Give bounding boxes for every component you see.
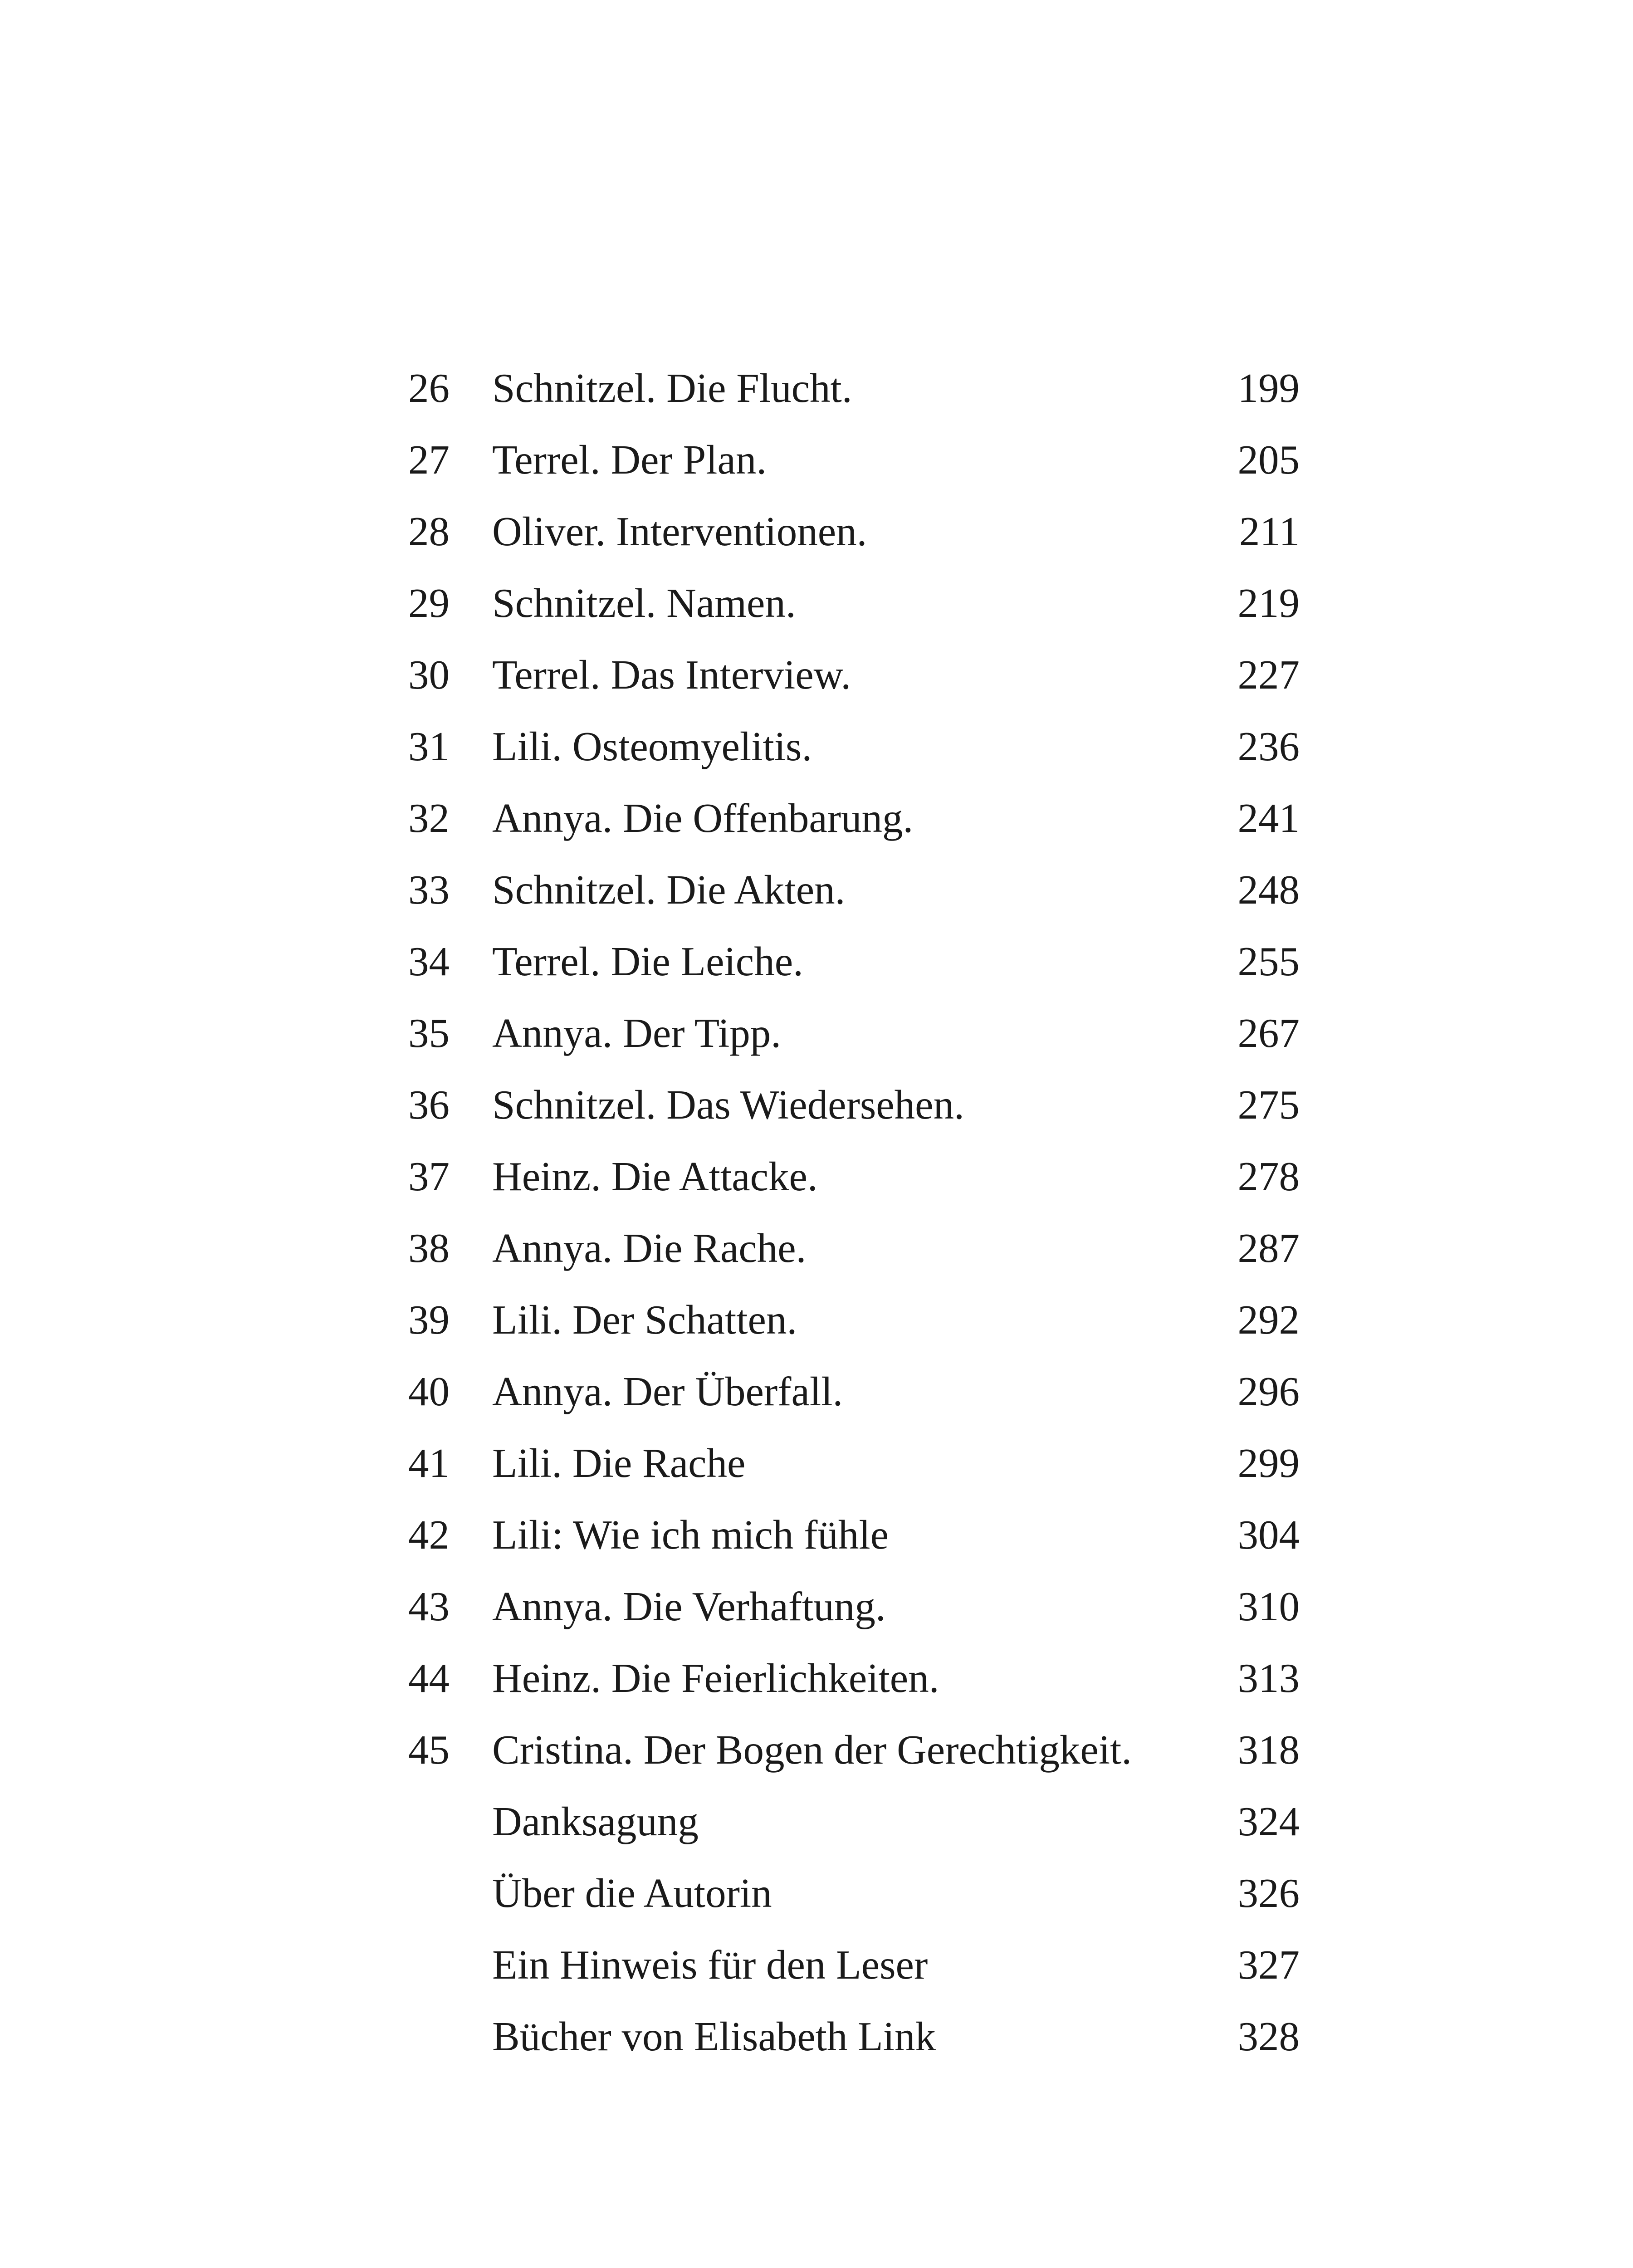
page-number: 248	[1237, 867, 1300, 913]
toc-entry	[408, 711, 1300, 782]
toc-entry	[408, 1642, 1300, 1714]
toc-entry	[408, 424, 1300, 496]
chapter-title: Terrel. Der Plan.	[492, 437, 767, 483]
chapter-title: Annya. Die Verhaftung.	[492, 1584, 886, 1629]
page-number: 292	[1237, 1297, 1300, 1343]
chapter-title: Annya. Der Tipp.	[492, 1010, 782, 1056]
chapter-number: 32	[408, 795, 450, 841]
chapter-number: 27	[408, 437, 450, 483]
toc-entry	[408, 1212, 1300, 1284]
toc-entry	[408, 1714, 1300, 1786]
page-number: 318	[1237, 1727, 1300, 1773]
chapter-number: 33	[408, 867, 450, 913]
chapter-number: 30	[408, 652, 450, 698]
chapter-title: Über die Autorin	[492, 1870, 772, 1916]
page-number: 324	[1237, 1799, 1300, 1844]
chapter-title: Annya. Der Überfall.	[492, 1369, 843, 1414]
chapter-number: 42	[408, 1512, 450, 1558]
toc-entry	[408, 854, 1300, 926]
page-number: 219	[1237, 580, 1300, 626]
chapter-title: Schnitzel. Die Flucht.	[492, 365, 852, 411]
toc-entry	[408, 496, 1300, 567]
toc-entry	[408, 1356, 1300, 1427]
toc-entry	[408, 1284, 1300, 1356]
chapter-number: 37	[408, 1154, 450, 1199]
chapter-number: 40	[408, 1369, 450, 1414]
page-number: 296	[1237, 1369, 1300, 1414]
chapter-number: 26	[408, 365, 450, 411]
chapter-title: Schnitzel. Namen.	[492, 580, 796, 626]
chapter-number: 34	[408, 938, 450, 984]
page-number: 313	[1237, 1655, 1300, 1701]
page-number: 275	[1237, 1082, 1300, 1128]
chapter-title: Heinz. Die Attacke.	[492, 1154, 818, 1199]
page-number: 211	[1239, 508, 1300, 554]
toc-entry	[408, 567, 1300, 639]
page-number: 304	[1237, 1512, 1300, 1558]
chapter-number: 29	[408, 580, 450, 626]
page-number: 199	[1237, 365, 1300, 411]
toc-entry	[408, 1427, 1300, 1499]
chapter-number: 45	[408, 1727, 450, 1773]
chapter-title: Lili: Wie ich mich fühle	[492, 1512, 889, 1558]
chapter-number: 35	[408, 1010, 450, 1056]
toc-entry	[408, 1499, 1300, 1571]
toc-entry	[408, 1857, 1300, 1929]
toc-entry	[408, 1929, 1300, 2001]
toc-entry	[408, 926, 1300, 997]
toc-entry	[408, 352, 1300, 424]
page-number: 205	[1237, 437, 1300, 483]
chapter-title: Lili. Osteomyelitis.	[492, 723, 812, 769]
page-number: 241	[1237, 795, 1300, 841]
chapter-number: 41	[408, 1440, 450, 1486]
chapter-title: Ein Hinweis für den Leser	[492, 1942, 928, 1988]
chapter-title: Bücher von Elisabeth Link	[492, 2014, 936, 2059]
page-number: 326	[1237, 1870, 1300, 1916]
chapter-number: 31	[408, 723, 450, 769]
chapter-title: Lili. Die Rache	[492, 1440, 746, 1486]
toc-entry	[408, 1571, 1300, 1642]
chapter-number: 36	[408, 1082, 450, 1128]
chapter-title: Schnitzel. Die Akten.	[492, 867, 846, 913]
page-number: 255	[1237, 938, 1300, 984]
page-number: 299	[1237, 1440, 1300, 1486]
toc-entry	[408, 782, 1300, 854]
chapter-title: Annya. Die Rache.	[492, 1225, 807, 1271]
chapter-number: 39	[408, 1297, 450, 1343]
chapter-title: Annya. Die Offenbarung.	[492, 795, 914, 841]
page-number: 287	[1237, 1225, 1300, 1271]
page-number: 278	[1237, 1154, 1300, 1199]
toc-entry	[408, 1069, 1300, 1141]
toc-entry	[408, 639, 1300, 711]
toc-entry	[408, 1141, 1300, 1212]
toc-entry	[408, 1786, 1300, 1857]
chapter-title: Lili. Der Schatten.	[492, 1297, 797, 1343]
chapter-title: Terrel. Die Leiche.	[492, 938, 803, 984]
toc-entry	[408, 2001, 1300, 2072]
chapter-title: Terrel. Das Interview.	[492, 652, 851, 698]
chapter-number: 44	[408, 1655, 450, 1701]
chapter-title: Oliver. Interventionen.	[492, 508, 867, 554]
page-number: 267	[1237, 1010, 1300, 1056]
page-number: 236	[1237, 723, 1300, 769]
toc-entry	[408, 997, 1300, 1069]
chapter-title: Danksagung	[492, 1799, 699, 1844]
chapter-number: 38	[408, 1225, 450, 1271]
page-number: 310	[1237, 1584, 1300, 1629]
page-number: 227	[1237, 652, 1300, 698]
chapter-title: Cristina. Der Bogen der Gerechtigkeit.	[492, 1727, 1132, 1773]
chapter-number: 28	[408, 508, 450, 554]
page-number: 328	[1237, 2014, 1300, 2059]
chapter-number: 43	[408, 1584, 450, 1629]
chapter-title: Schnitzel. Das Wiedersehen.	[492, 1082, 964, 1128]
chapter-title: Heinz. Die Feierlichkeiten.	[492, 1655, 939, 1701]
table-of-contents	[408, 352, 1300, 2072]
page-number: 327	[1237, 1942, 1300, 1988]
